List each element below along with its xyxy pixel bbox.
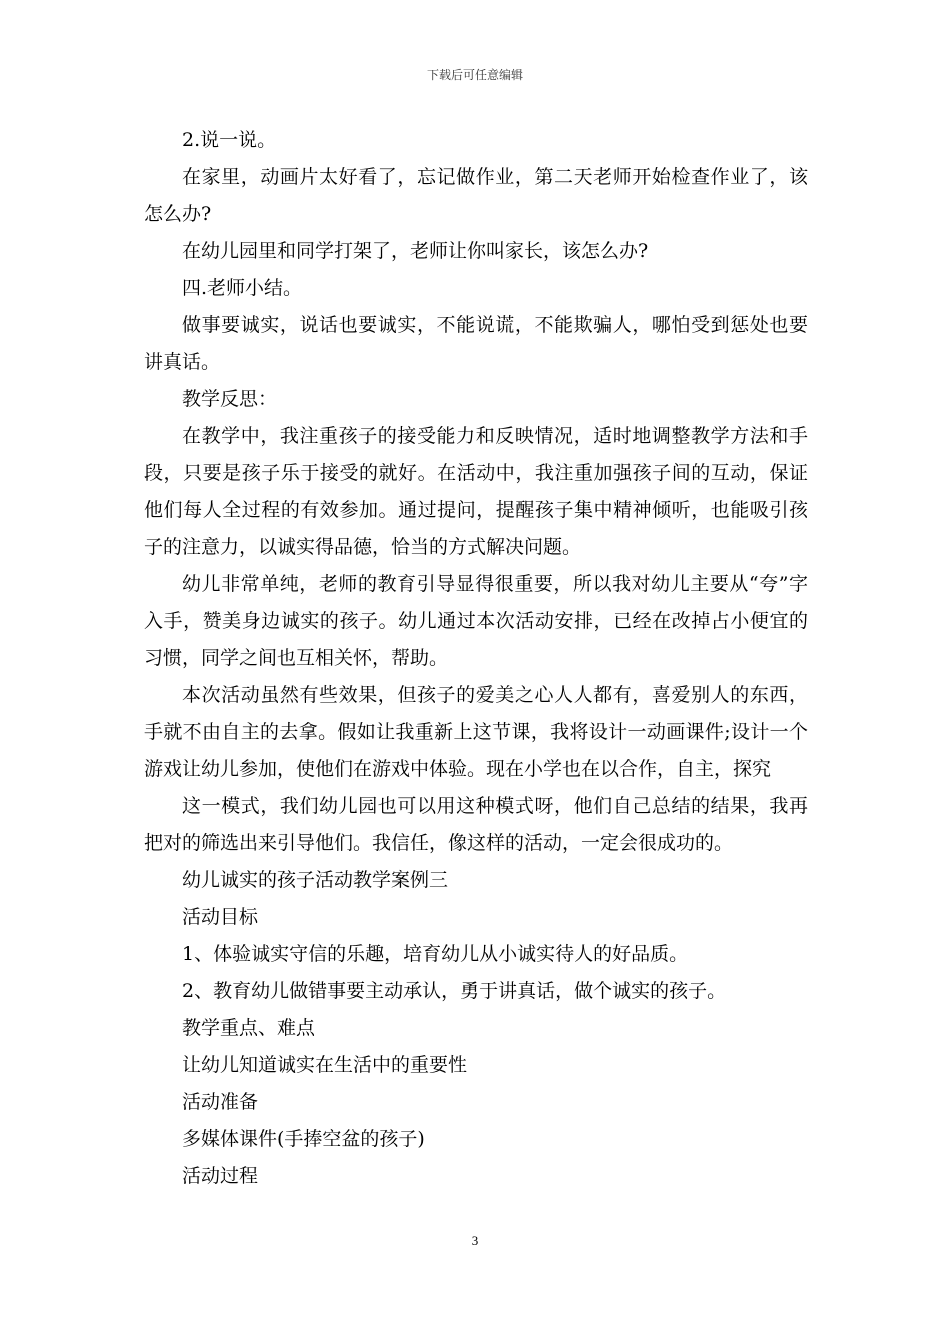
paragraph: 四.老师小结。 <box>182 277 303 299</box>
paragraph: 2.说一说。 <box>182 129 277 151</box>
paragraph: 教学反思： <box>182 388 278 410</box>
page-header: 下载后可任意编辑 <box>426 68 523 82</box>
section-title: 幼儿诚实的孩子活动教学案例三 <box>182 869 449 891</box>
paragraph: 让幼儿知道诚实在生活中的重要性 <box>182 1054 468 1076</box>
paragraph: 在教学中，我注重孩子的接受能力和反映情况，适时地调整教学方法和手段，只要是孩子乐于接受的就好。在活动中，我注重加强孩子间的互动，保证他们每人全过程的有效参加。通过提问，提醒孩子集中精神倾听，也能吸引孩子的注意力，以诚实得品德，恰当的方式解决问题。 <box>144 425 808 558</box>
paragraph: 活动目标 <box>182 906 259 928</box>
paragraph: 1、体验诚实守信的乐趣，培育幼儿从小诚实待人的好品质。 <box>182 943 689 965</box>
paragraph: 2、教育幼儿做错事要主动承认，勇于讲真话，做个诚实的孩子。 <box>182 980 727 1002</box>
paragraph: 活动过程 <box>182 1165 259 1187</box>
paragraph: 教学重点、难点 <box>182 1017 316 1039</box>
paragraph: 这一模式，我们幼儿园也可以用这种模式呀，他们自己总结的结果，我再把对的筛选出来引导他们。我信任，像这样的活动，一定会很成功的。 <box>144 795 808 854</box>
document-body <box>144 122 808 1195</box>
paragraph: 本次活动虽然有些效果，但孩子的爱美之心人人都有，喜爱别人的东西，手就不由自主的去拿。假如让我重新上这节课，我将设计一动画课件;设计一个游戏让幼儿参加，使他们在游戏中体验。现在小学也在以合作，自主，探究 <box>144 684 808 780</box>
paragraph: 幼儿非常单纯，老师的教育引导显得很重要，所以我对幼儿主要从“夸”字入手，赞美身边诚实的孩子。幼儿通过本次活动安排，已经在改掉占小便宜的习惯，同学之间也互相关怀，帮助。 <box>144 573 808 669</box>
paragraph: 在幼儿园里和同学打架了，老师让你叫家长，该怎么办? <box>182 240 649 262</box>
paragraph: 在家里，动画片太好看了，忘记做作业，第二天老师开始检查作业了，该怎么办? <box>144 166 808 225</box>
paragraph: 活动准备 <box>182 1091 259 1113</box>
paragraph: 做事要诚实，说话也要诚实，不能说谎，不能欺骗人，哪怕受到惩处也要讲真话。 <box>144 314 808 373</box>
page-number: 3 <box>471 1233 479 1248</box>
paragraph: 多媒体课件(手捧空盆的孩子) <box>182 1128 425 1150</box>
